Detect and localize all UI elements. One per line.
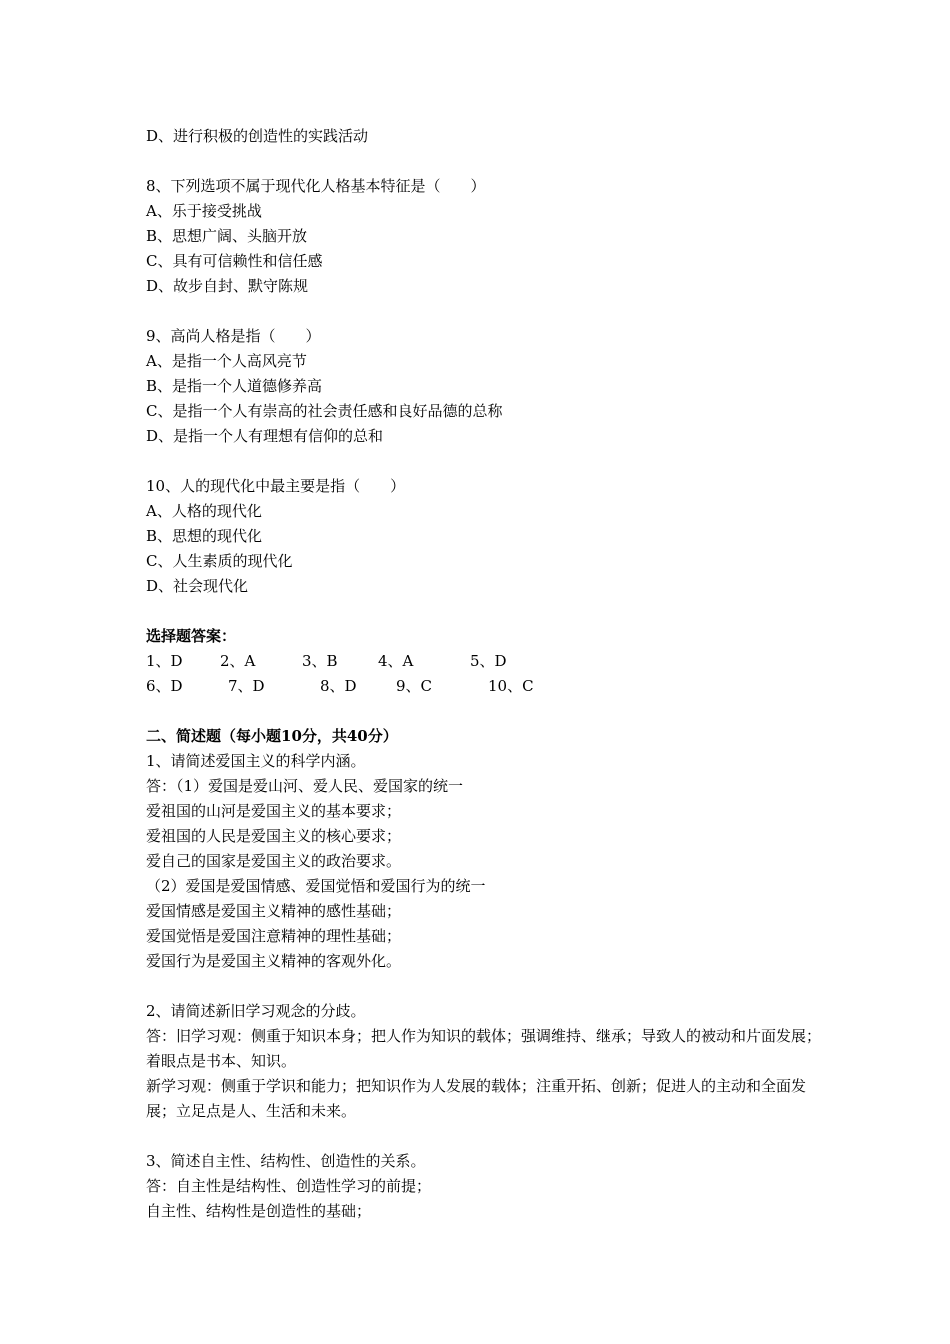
answer-item: 3、B: [302, 652, 338, 670]
s2-q3-answer-line: 自主性、结构性是创造性的基础；: [146, 1202, 372, 1220]
answer-key-row-2: [146, 674, 826, 699]
s2-q3-question: 3、简述自主性、结构性、创造性的关系。: [146, 1152, 426, 1170]
q10-question: 10、人的现代化中最主要是指（ ）: [146, 477, 406, 495]
q7-option-d: D、进行积极的创造性的实践活动: [146, 127, 369, 145]
s2-q3-answer-line: 答：自主性是结构性、创造性学习的前提；: [146, 1177, 432, 1195]
spacer: [146, 149, 826, 174]
s2-q1-question: 1、请简述爱国主义的科学内涵。: [146, 752, 366, 770]
q10-option-d: D、社会现代化: [146, 577, 249, 595]
spacer: [146, 599, 826, 624]
answer-item: 10、C: [488, 677, 534, 695]
q10-option-c: C、人生素质的现代化: [146, 552, 293, 570]
s2-q1-answer-line: 爱国行为是爱国主义精神的客观外化。: [146, 952, 402, 970]
answer-item: 8、D: [320, 677, 357, 695]
answer-item: 4、A: [378, 652, 414, 670]
s2-q1-answer-line: 答：（1）爱国是爱山河、爱人民、爱国家的统一: [146, 777, 464, 795]
answer-item: 7、D: [228, 677, 265, 695]
answer-item: 1、D: [146, 652, 183, 670]
q9-option-c: C、是指一个人有崇高的社会责任感和良好品德的总称: [146, 402, 503, 420]
s2-q1-answer-line: （2）爱国是爱国情感、爱国觉悟和爱国行为的统一: [146, 877, 486, 895]
q8-question: 8、下列选项不属于现代化人格基本特征是（ ）: [146, 177, 486, 195]
spacer: [146, 299, 826, 324]
spacer: [146, 974, 826, 999]
answer-key-row-1: [146, 649, 826, 674]
answer-key-title: 选择题答案：: [146, 627, 237, 645]
s2-q2-question: 2、请简述新旧学习观念的分歧。: [146, 1002, 366, 1020]
answer-item: 6、D: [146, 677, 183, 695]
s2-q2-answer-old: 答：旧学习观：侧重于知识本身；把人作为知识的载体；强调维持、继承；导致人的被动和片面发展；着眼点是书本、知识。: [146, 1027, 822, 1070]
s2-q1-answer-line: 爱自己的国家是爱国主义的政治要求。: [146, 852, 402, 870]
q9-option-d: D、是指一个人有理想有信仰的总和: [146, 427, 384, 445]
s2-q1-answer-line: 爱祖国的人民是爱国主义的核心要求；: [146, 827, 402, 845]
q8-option-c: C、具有可信赖性和信任感: [146, 252, 323, 270]
q8-option-a: A、乐于接受挑战: [146, 202, 262, 220]
document-page: [146, 124, 826, 1224]
q10-option-b: B、思想的现代化: [146, 527, 263, 545]
s2-q1-answer-line: 爱国觉悟是爱国注意精神的理性基础；: [146, 927, 402, 945]
section-2-heading: 二、简述题（每小题10分，共40分）: [146, 727, 398, 745]
s2-q1-answer-line: 爱祖国的山河是爱国主义的基本要求；: [146, 802, 402, 820]
answer-item: 5、D: [470, 652, 507, 670]
spacer: [146, 449, 826, 474]
spacer: [146, 699, 826, 724]
q8-option-d: D、故步自封、默守陈规: [146, 277, 309, 295]
answer-item: 2、A: [220, 652, 256, 670]
answer-item: 9、C: [396, 677, 433, 695]
s2-q2-answer-new: 新学习观：侧重于学识和能力；把知识作为人发展的载体；注重开拓、创新；促进人的主动和全面发展；立足点是人、生活和未来。: [146, 1077, 807, 1120]
q9-option-b: B、是指一个人道德修养高: [146, 377, 323, 395]
q10-option-a: A、人格的现代化: [146, 502, 262, 520]
q9-option-a: A、是指一个人高风亮节: [146, 352, 307, 370]
q8-option-b: B、思想广阔、头脑开放: [146, 227, 308, 245]
s2-q1-answer-line: 爱国情感是爱国主义精神的感性基础；: [146, 902, 402, 920]
spacer: [146, 1124, 826, 1149]
q9-question: 9、高尚人格是指（ ）: [146, 327, 321, 345]
